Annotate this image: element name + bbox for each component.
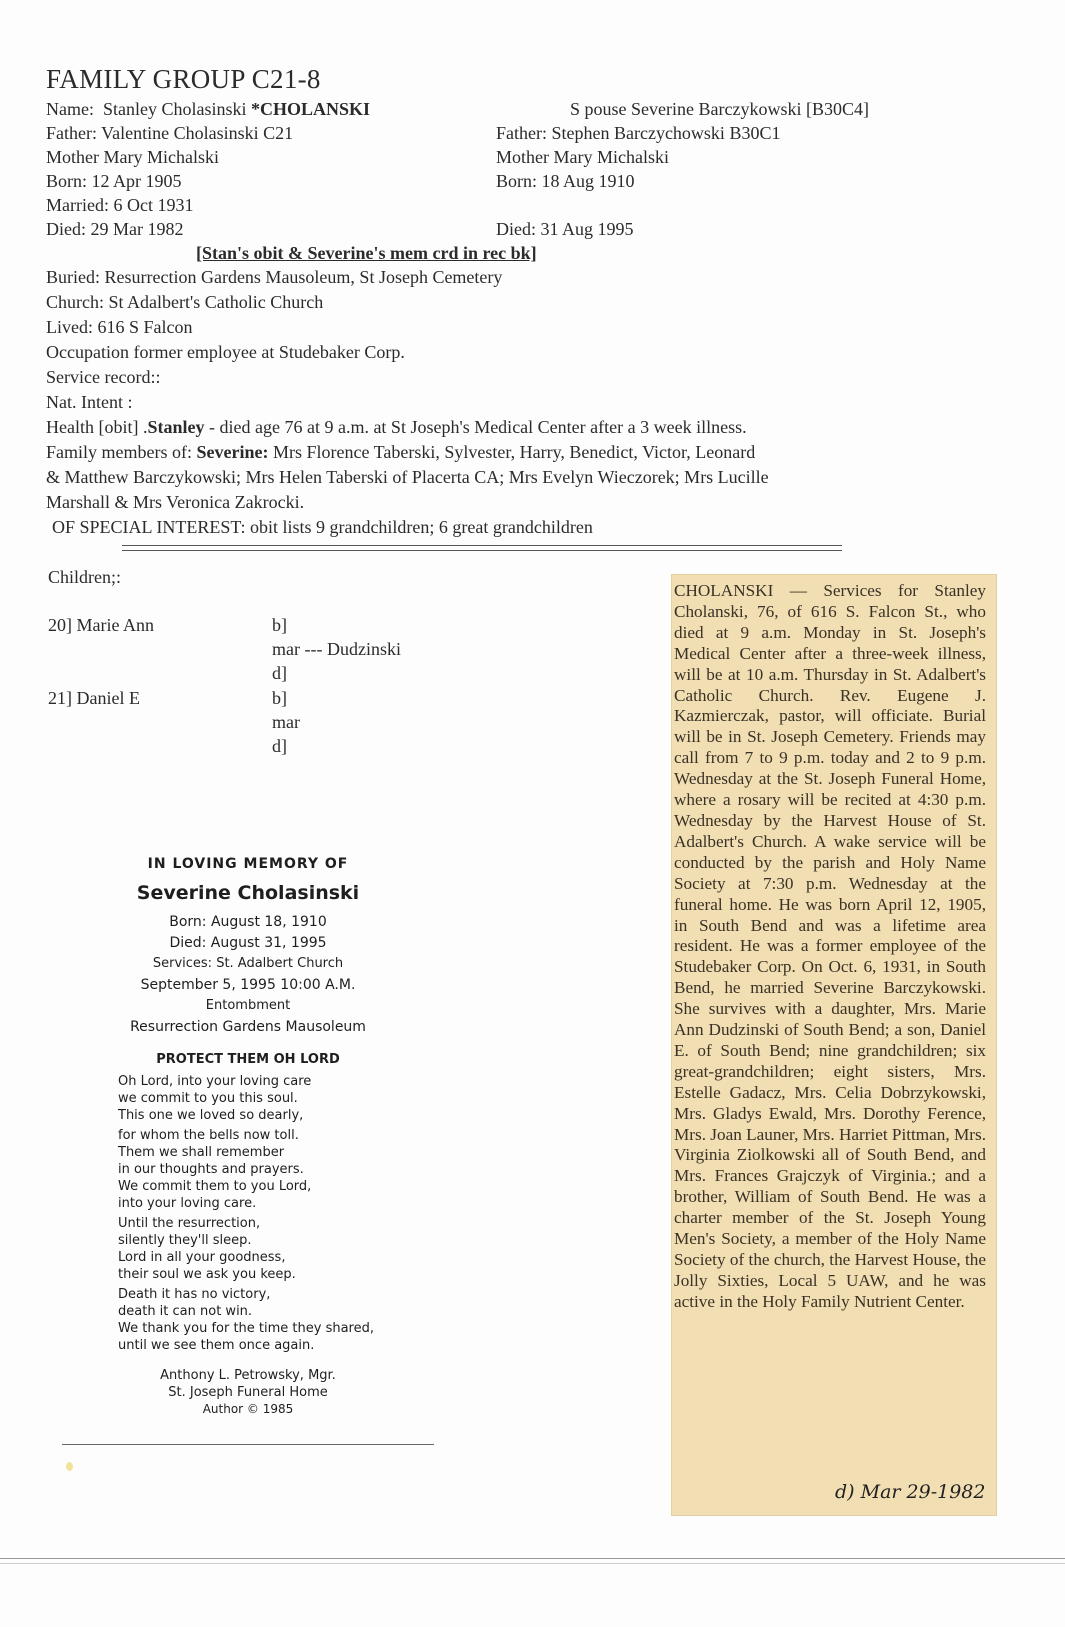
health-prefix: Health [obit] . bbox=[46, 417, 148, 437]
poem-line: Lord in all your goodness, bbox=[118, 1250, 286, 1265]
paper-stain bbox=[66, 1462, 73, 1471]
church-line: Church: St Adalbert's Catholic Church bbox=[46, 292, 324, 312]
family-line-3: Marshall & Mrs Veronica Zakrocki. bbox=[46, 492, 305, 512]
poem-line: We commit them to you Lord, bbox=[118, 1179, 312, 1194]
nat-intent-line: Nat. Intent : bbox=[46, 392, 133, 412]
poem-line: death it can not win. bbox=[118, 1304, 253, 1319]
spouse-born: Born: 18 Aug 1910 bbox=[496, 171, 635, 191]
obituary-text: CHOLANSKI — Services for Stanley Cholanski, 76, of 616 S. Falcon St., who died at 9 a.m. Monday in St. Joseph's Medical Center after a three-week illness, will be at 10 a.m. Thursday in St. Adalbert's Catholic Church. Rev. Eugene J. Kazmierczak, pastor, will officiate. Burial will be in St. Joseph Cemetery. Friends may call from 7 to 9 p.m. today and 2 to 9 p.m. Wednesday at the St. Joseph Funeral Home, where a rosary will be recited at 4:30 p.m. Wednesday by the Harvest House of St. Adalbert's Church. A wake service will be conducted by the parish and Holy Name Society at 7:30 p.m. Wednesday at the funeral home. He was born April 12, 1905, in South Bend and was a lifetime area resident. He was a former employee of the Studebaker Corp. On Oct. 6, 1931, in South Bend, he married Severine Barczykowski. She survives with a daughter, Mrs. Marie Ann Dudzinski of South Bend; a son, Daniel E. of South Bend; nine grandchildren; six great-grandchildren; eight sisters, Mrs. Estelle Gadacz, Mrs. Celia Dobrzykowski, Mrs. Gladys Ewald, Mrs. Dorothy Ference, Mrs. Joan Launer, Mrs. Harriet Pittman, Mrs. Virginia Ziolkowski all of South Bend, and Mrs. Frances Grajczyk of Virginia.; and a brother, William of South Bend. He was a charter member of the St. Joseph Young Men's Society, a member of the Holy Name Society of the church, the Harvest House, the Jolly Sixties, Local 5 UAW, and he was active in the Holy Family Nutrient Center. bbox=[674, 581, 986, 1311]
husband-alt-name: *CHOLANSKI bbox=[250, 99, 371, 119]
spouse-died: Died: 31 Aug 1995 bbox=[496, 219, 634, 239]
husband-name: Stanley Cholasinski bbox=[102, 99, 247, 119]
husband-married: Married: 6 Oct 1931 bbox=[46, 195, 194, 215]
poem-line: This one we loved so dearly, bbox=[118, 1108, 304, 1123]
scan-edge-line bbox=[0, 1563, 1065, 1564]
poem-line: silently they'll sleep. bbox=[118, 1233, 252, 1248]
poem-line: Until the resurrection, bbox=[118, 1216, 261, 1231]
card-date-time: September 5, 1995 10:00 A.M. bbox=[140, 977, 356, 993]
buried-line: Buried: Resurrection Gardens Mausoleum, St Joseph Cemetery bbox=[46, 267, 503, 287]
child-name: 21] Daniel E bbox=[48, 688, 140, 708]
poem-title: PROTECT THEM OH LORD bbox=[156, 1052, 340, 1067]
child-married: mar bbox=[272, 712, 300, 732]
poem-line: Oh Lord, into your loving care bbox=[118, 1074, 312, 1089]
card-mgr: Anthony L. Petrowsky, Mgr. bbox=[160, 1368, 336, 1383]
card-author: Author © 1985 bbox=[202, 1402, 294, 1416]
handwritten-date: d) Mar 29-1982 bbox=[835, 1481, 986, 1503]
family-line-1 bbox=[46, 441, 755, 463]
family-rest: Mrs Florence Taberski, Sylvester, Harry, Benedict, Victor, Leonard bbox=[268, 442, 756, 462]
husband-name-line bbox=[46, 98, 370, 120]
family-line-2: & Matthew Barczykowski; Mrs Helen Taberski of Placerta CA; Mrs Evelyn Wieczorek; Mrs Lucille bbox=[46, 467, 769, 487]
card-funeral-home: St. Joseph Funeral Home bbox=[168, 1385, 328, 1400]
poem-line: until we see them once again. bbox=[118, 1338, 315, 1353]
occupation-line: Occupation former employee at Studebaker Corp. bbox=[46, 342, 405, 362]
spouse-mother: Mother Mary Michalski bbox=[496, 147, 669, 167]
name-label: Name: bbox=[46, 99, 94, 119]
obituary-clipping bbox=[672, 575, 996, 1515]
poem-line: in our thoughts and prayers. bbox=[118, 1162, 304, 1177]
husband-born: Born: 12 Apr 1905 bbox=[46, 171, 182, 191]
child-name: 20] Marie Ann bbox=[48, 615, 154, 635]
health-name: Stanley bbox=[147, 417, 205, 437]
husband-father: Father: Valentine Cholasinski C21 bbox=[46, 123, 294, 143]
family-name: Severine: bbox=[196, 442, 269, 462]
poem-line: Them we shall remember bbox=[118, 1145, 285, 1160]
card-died: Died: August 31, 1995 bbox=[169, 935, 327, 951]
memorial-card bbox=[62, 838, 434, 1445]
spouse-father: Father: Stephen Barczychowski B30C1 bbox=[496, 123, 781, 143]
poem-line: for whom the bells now toll. bbox=[118, 1128, 299, 1143]
child-born: b] bbox=[272, 615, 287, 635]
card-heading: IN LOVING MEMORY OF bbox=[147, 856, 349, 872]
records-note: [Stan's obit & Severine's mem crd in rec bk] bbox=[196, 243, 537, 263]
child-died: d] bbox=[272, 663, 287, 683]
poem-line: into your loving care. bbox=[118, 1196, 257, 1211]
husband-died: Died: 29 Mar 1982 bbox=[46, 219, 184, 239]
card-entombment: Entombment bbox=[205, 998, 291, 1013]
child-died: d] bbox=[272, 736, 287, 756]
child-married: mar --- Dudzinski bbox=[272, 639, 401, 659]
spouse-line: S pouse Severine Barczykowski [B30C4] bbox=[570, 99, 869, 119]
health-rest: - died age 76 at 9 a.m. at St Joseph's Medical Center after a 3 week illness. bbox=[204, 417, 747, 437]
service-record-line: Service record:: bbox=[46, 367, 161, 387]
card-services: Services: St. Adalbert Church bbox=[152, 956, 344, 971]
family-prefix: Family members of: bbox=[46, 442, 197, 462]
divider-rule bbox=[122, 545, 842, 551]
card-born: Born: August 18, 1910 bbox=[169, 914, 327, 930]
poem-line: We thank you for the time they shared, bbox=[118, 1321, 375, 1336]
page-title: FAMILY GROUP C21-8 bbox=[46, 64, 321, 94]
card-place: Resurrection Gardens Mausoleum bbox=[130, 1019, 366, 1035]
poem-line: Death it has no victory, bbox=[118, 1287, 271, 1302]
special-interest: OF SPECIAL INTEREST: obit lists 9 grandchildren; 6 great grandchildren bbox=[52, 517, 593, 537]
poem-line: their soul we ask you keep. bbox=[118, 1267, 296, 1282]
lived-line: Lived: 616 S Falcon bbox=[46, 317, 193, 337]
poem-line: we commit to you this soul. bbox=[118, 1091, 298, 1106]
scan-edge-line bbox=[0, 1558, 1065, 1559]
husband-mother: Mother Mary Michalski bbox=[46, 147, 219, 167]
health-line bbox=[46, 416, 747, 438]
card-name: Severine Cholasinski bbox=[136, 882, 360, 904]
child-born: b] bbox=[272, 688, 287, 708]
children-label: Children;: bbox=[48, 567, 121, 587]
